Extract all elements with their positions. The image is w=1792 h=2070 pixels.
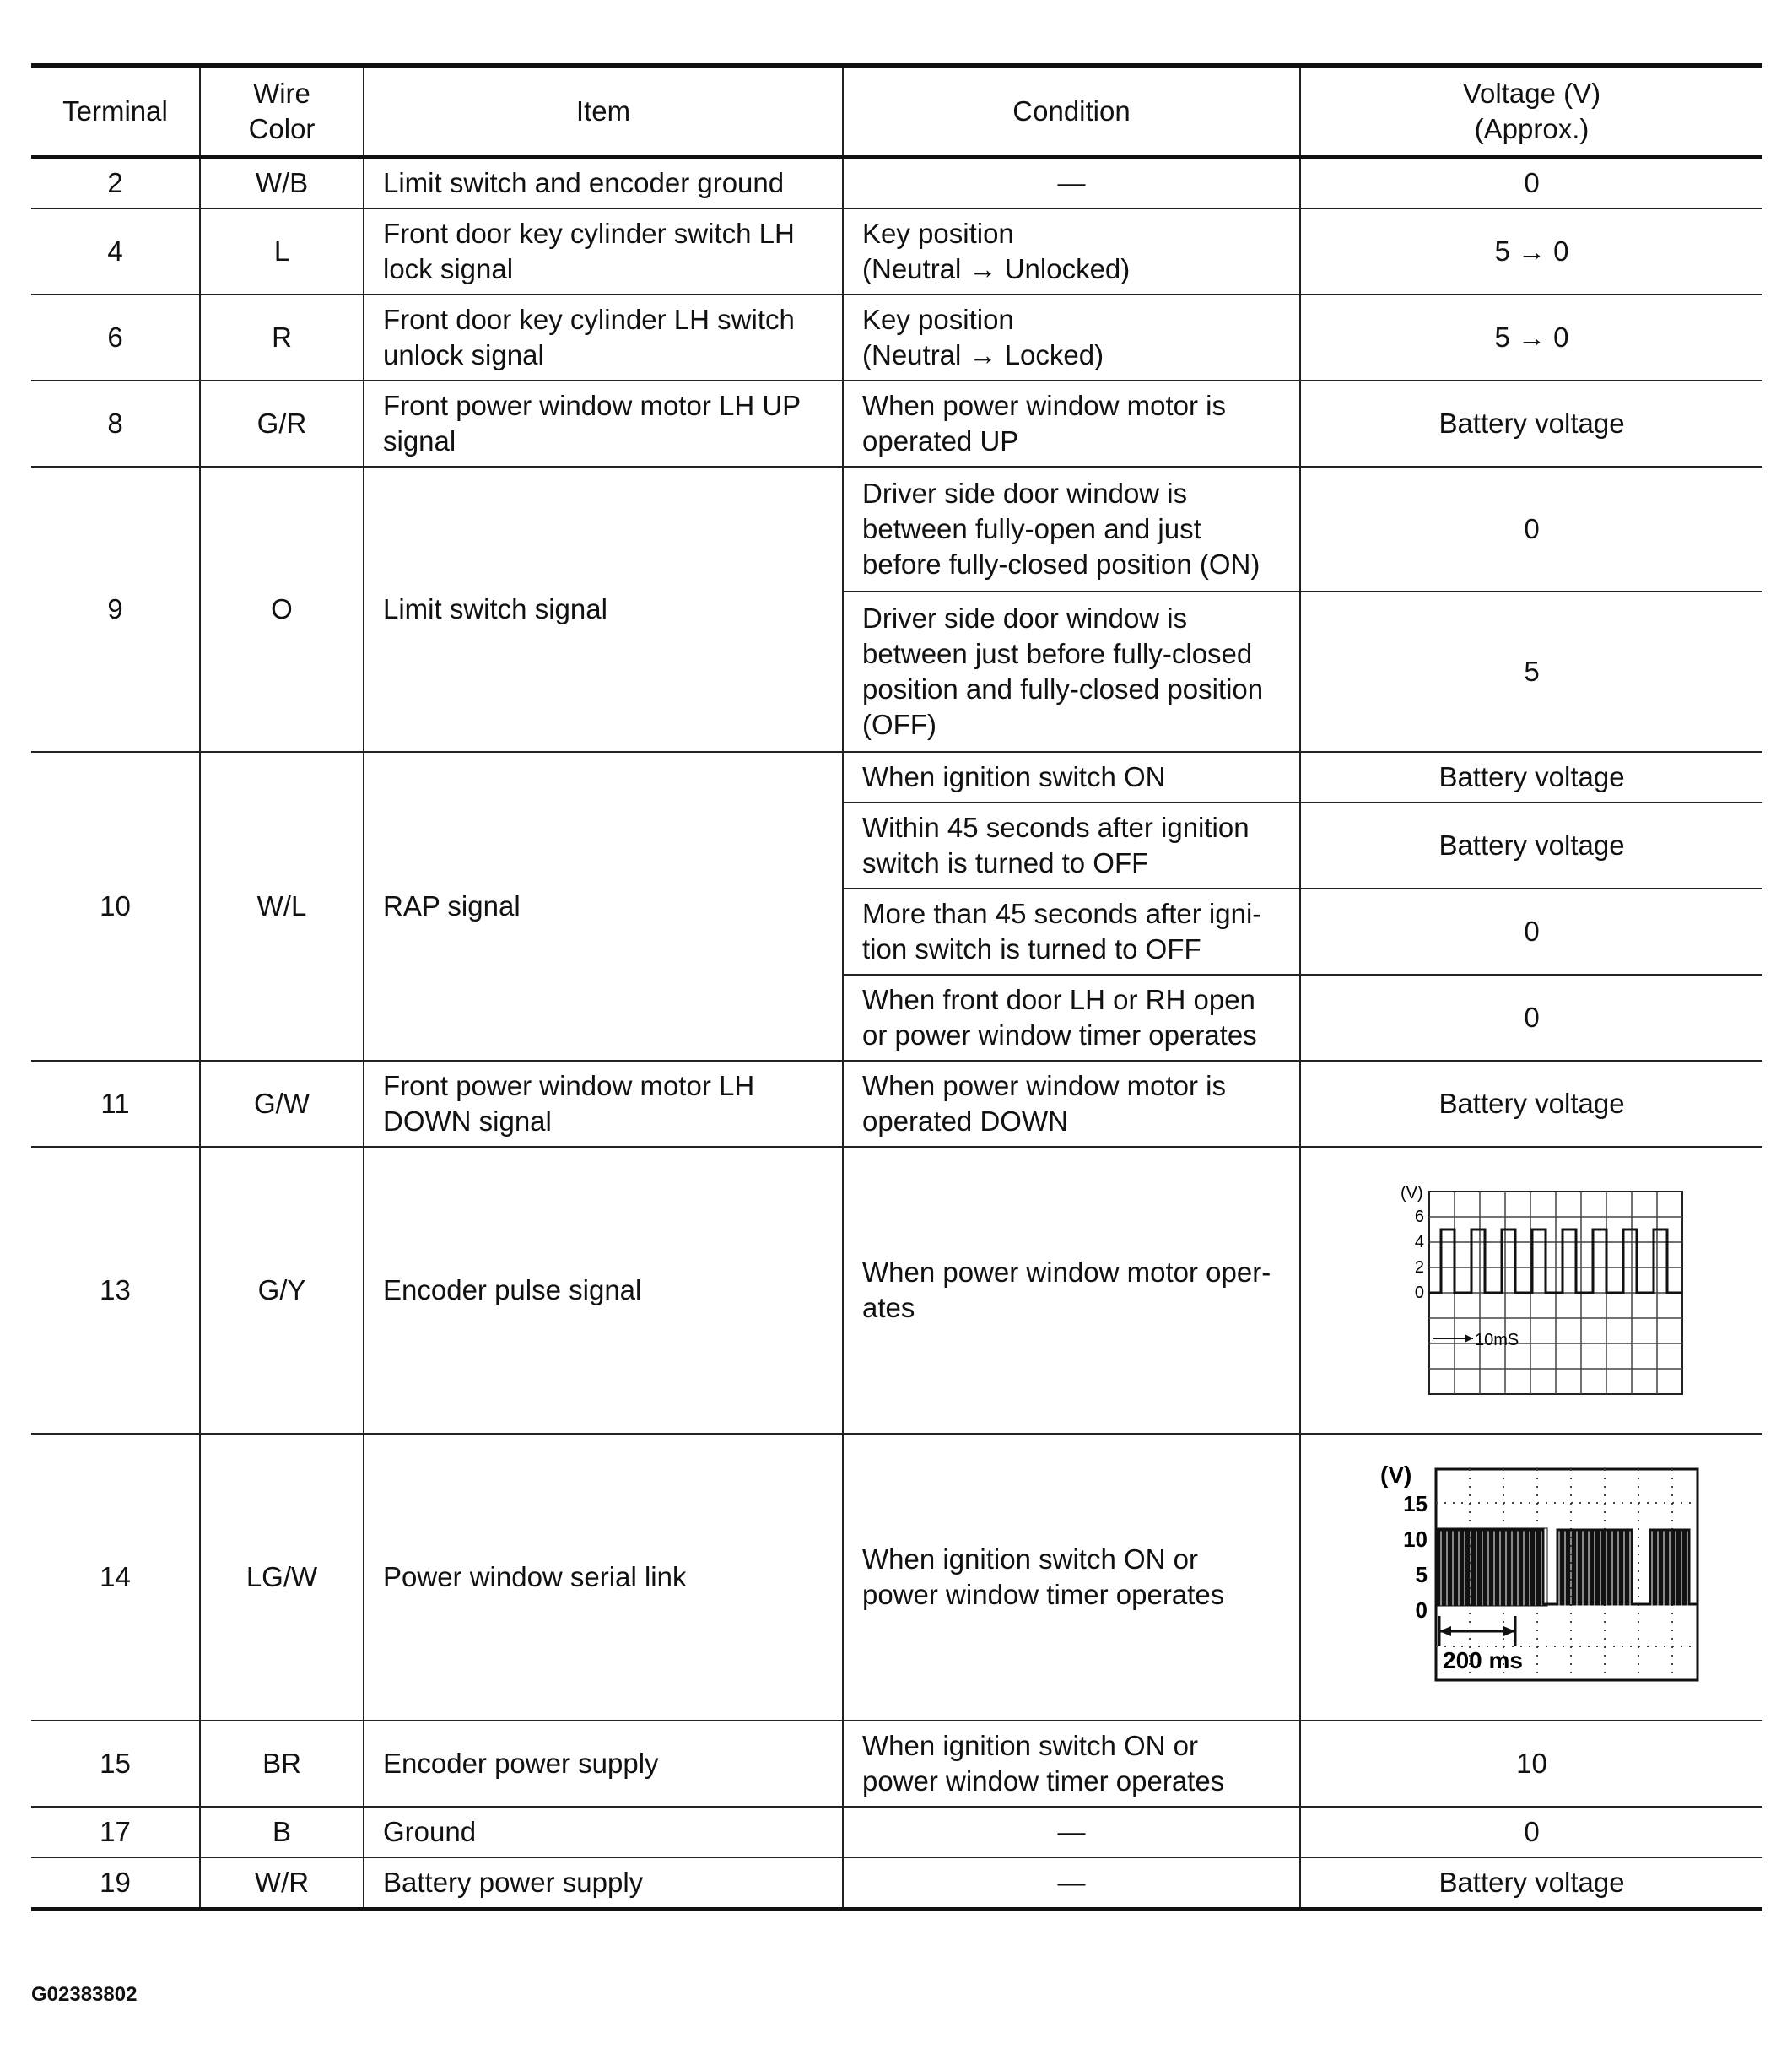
wire-color-cell: L — [200, 208, 364, 295]
voltage-cell: 0 — [1300, 157, 1762, 208]
condition-cell — [843, 295, 1300, 381]
terminal-cell: 14 — [31, 1434, 200, 1721]
item-cell: Front power window motor LH UP signal — [364, 381, 843, 467]
header-voltage-line2: (Approx.) — [1474, 113, 1590, 144]
serial-trace — [1438, 1528, 1698, 1606]
condition-cell: When ignition switch ON or power window timer operates — [843, 1434, 1300, 1721]
terminal-cell: 17 — [31, 1807, 200, 1857]
voltage-cell — [1300, 1147, 1762, 1434]
timebase-marker — [1439, 1616, 1523, 1673]
voltage-cell: 5 → 0 — [1300, 295, 1762, 381]
item-cell: Front door key cylinder LH switch unlock signal — [364, 295, 843, 381]
wire-color-cell: G/W — [200, 1061, 364, 1147]
scope-tick-label: 6 — [1414, 1208, 1424, 1226]
scope-tick-label: 5 — [1415, 1562, 1428, 1587]
terminal-cell: 13 — [31, 1147, 200, 1434]
header-terminal: Terminal — [31, 66, 200, 158]
scope-tick-label: 0 — [1414, 1284, 1424, 1302]
scope-timebase-label: 200 ms — [1442, 1647, 1523, 1673]
scope-timebase-label: 10mS — [1474, 1331, 1519, 1349]
timebase-marker — [1433, 1331, 1519, 1349]
wire-color-cell: G/Y — [200, 1147, 364, 1434]
terminal-cell: 6 — [31, 295, 200, 381]
condition-cell: — — [843, 1807, 1300, 1857]
scope-tick-label: 10 — [1402, 1527, 1428, 1552]
terminal-cell: 2 — [31, 157, 200, 208]
condition-cell: When ignition switch ON — [843, 752, 1300, 803]
condition-line: (Neutral → Unlocked) — [862, 253, 1131, 284]
wire-color-cell: W/R — [200, 1857, 364, 1910]
item-cell: Battery power supply — [364, 1857, 843, 1910]
voltage-cell: 10 — [1300, 1721, 1762, 1807]
table-row — [31, 157, 1762, 208]
scope-y-ticks — [1414, 1208, 1423, 1302]
table-row — [31, 1721, 1762, 1807]
scope-unit-label: (V) — [1379, 1462, 1411, 1488]
voltage-cell: 5 — [1300, 592, 1762, 752]
table-row — [31, 752, 1762, 803]
header-voltage-line1: Voltage (V) — [1462, 78, 1601, 109]
condition-cell — [843, 208, 1300, 295]
wire-color-cell: R — [200, 295, 364, 381]
header-row — [31, 66, 1762, 158]
condition-cell: When power window motor oper-ates — [843, 1147, 1300, 1434]
table-row — [31, 1061, 1762, 1147]
table-row — [31, 295, 1762, 381]
condition-line: (Neutral → Locked) — [862, 339, 1104, 370]
wire-color-cell: W/L — [200, 752, 364, 1061]
condition-cell: When ignition switch ON or power window timer operates — [843, 1721, 1300, 1807]
item-cell: Front power window motor LH DOWN signal — [364, 1061, 843, 1147]
voltage-cell: 0 — [1300, 975, 1762, 1061]
condition-cell: Within 45 seconds after ignition switch is turned to OFF — [843, 803, 1300, 889]
condition-cell: When power window motor is operated DOWN — [843, 1061, 1300, 1147]
item-cell: Ground — [364, 1807, 843, 1857]
voltage-cell — [1300, 1434, 1762, 1721]
condition-cell: Driver side door window is between just before fully-closed position and fully-closed position (OFF) — [843, 592, 1300, 752]
condition-cell: Driver side door window is between fully-open and just before fully-closed position (ON) — [843, 467, 1300, 592]
item-cell: Front door key cylinder switch LH lock signal — [364, 208, 843, 295]
table-row — [31, 1807, 1762, 1857]
item-cell: Encoder pulse signal — [364, 1147, 843, 1434]
wire-color-cell: G/R — [200, 381, 364, 467]
condition-cell: When front door LH or RH open or power window timer operates — [843, 975, 1300, 1061]
voltage-cell: Battery voltage — [1300, 1857, 1762, 1910]
terminal-cell: 4 — [31, 208, 200, 295]
condition-cell: More than 45 seconds after igni-tion switch is turned to OFF — [843, 889, 1300, 975]
condition-cell: — — [843, 157, 1300, 208]
condition-line: Key position — [862, 304, 1014, 335]
table-row — [31, 381, 1762, 467]
terminal-specification-sheet — [31, 63, 1762, 1911]
header-condition: Condition — [843, 66, 1300, 158]
scope-tick-label: 0 — [1415, 1597, 1428, 1623]
terminal-cell: 8 — [31, 381, 200, 467]
item-cell: Limit switch signal — [364, 467, 843, 752]
wire-color-cell: W/B — [200, 157, 364, 208]
table-row — [31, 1857, 1762, 1910]
item-cell: RAP signal — [364, 752, 843, 1061]
header-wire-color: Wire Color — [200, 66, 364, 158]
voltage-cell: Battery voltage — [1300, 752, 1762, 803]
wire-color-cell: LG/W — [200, 1434, 364, 1721]
header-item: Item — [364, 66, 843, 158]
condition-line: Key position — [862, 218, 1014, 249]
item-cell: Limit switch and encoder ground — [364, 157, 843, 208]
wire-color-cell: B — [200, 1807, 364, 1857]
scope-tick-label: 4 — [1414, 1233, 1424, 1251]
header-voltage — [1300, 66, 1762, 158]
terminal-cell: 15 — [31, 1721, 200, 1807]
serial-link-waveform — [1363, 1459, 1701, 1695]
terminal-cell: 10 — [31, 752, 200, 1061]
table-row — [31, 1434, 1762, 1721]
item-cell: Power window serial link — [364, 1434, 843, 1721]
item-cell: Encoder power supply — [364, 1721, 843, 1807]
wire-color-cell: BR — [200, 1721, 364, 1807]
figure-code: G02383802 — [31, 1983, 138, 2006]
condition-cell: When power window motor is operated UP — [843, 381, 1300, 467]
voltage-cell: 0 — [1300, 1807, 1762, 1857]
scope-tick-label: 15 — [1402, 1491, 1428, 1516]
table-row — [31, 1147, 1762, 1434]
voltage-cell: Battery voltage — [1300, 381, 1762, 467]
voltage-cell: 0 — [1300, 889, 1762, 975]
encoder-pulse-waveform — [1380, 1176, 1684, 1404]
condition-cell: — — [843, 1857, 1300, 1910]
table-row — [31, 467, 1762, 592]
table-row — [31, 208, 1762, 295]
terminal-cell: 19 — [31, 1857, 200, 1910]
voltage-cell: Battery voltage — [1300, 1061, 1762, 1147]
scope-unit-label: (V) — [1400, 1184, 1423, 1203]
wire-color-cell: O — [200, 467, 364, 752]
terminal-cell: 9 — [31, 467, 200, 752]
terminal-voltage-table — [31, 63, 1762, 1911]
scope-tick-label: 2 — [1414, 1258, 1424, 1277]
terminal-cell: 11 — [31, 1061, 200, 1147]
voltage-cell: 0 — [1300, 467, 1762, 592]
voltage-cell: Battery voltage — [1300, 803, 1762, 889]
voltage-cell: 5 → 0 — [1300, 208, 1762, 295]
scope-y-ticks — [1403, 1491, 1428, 1623]
